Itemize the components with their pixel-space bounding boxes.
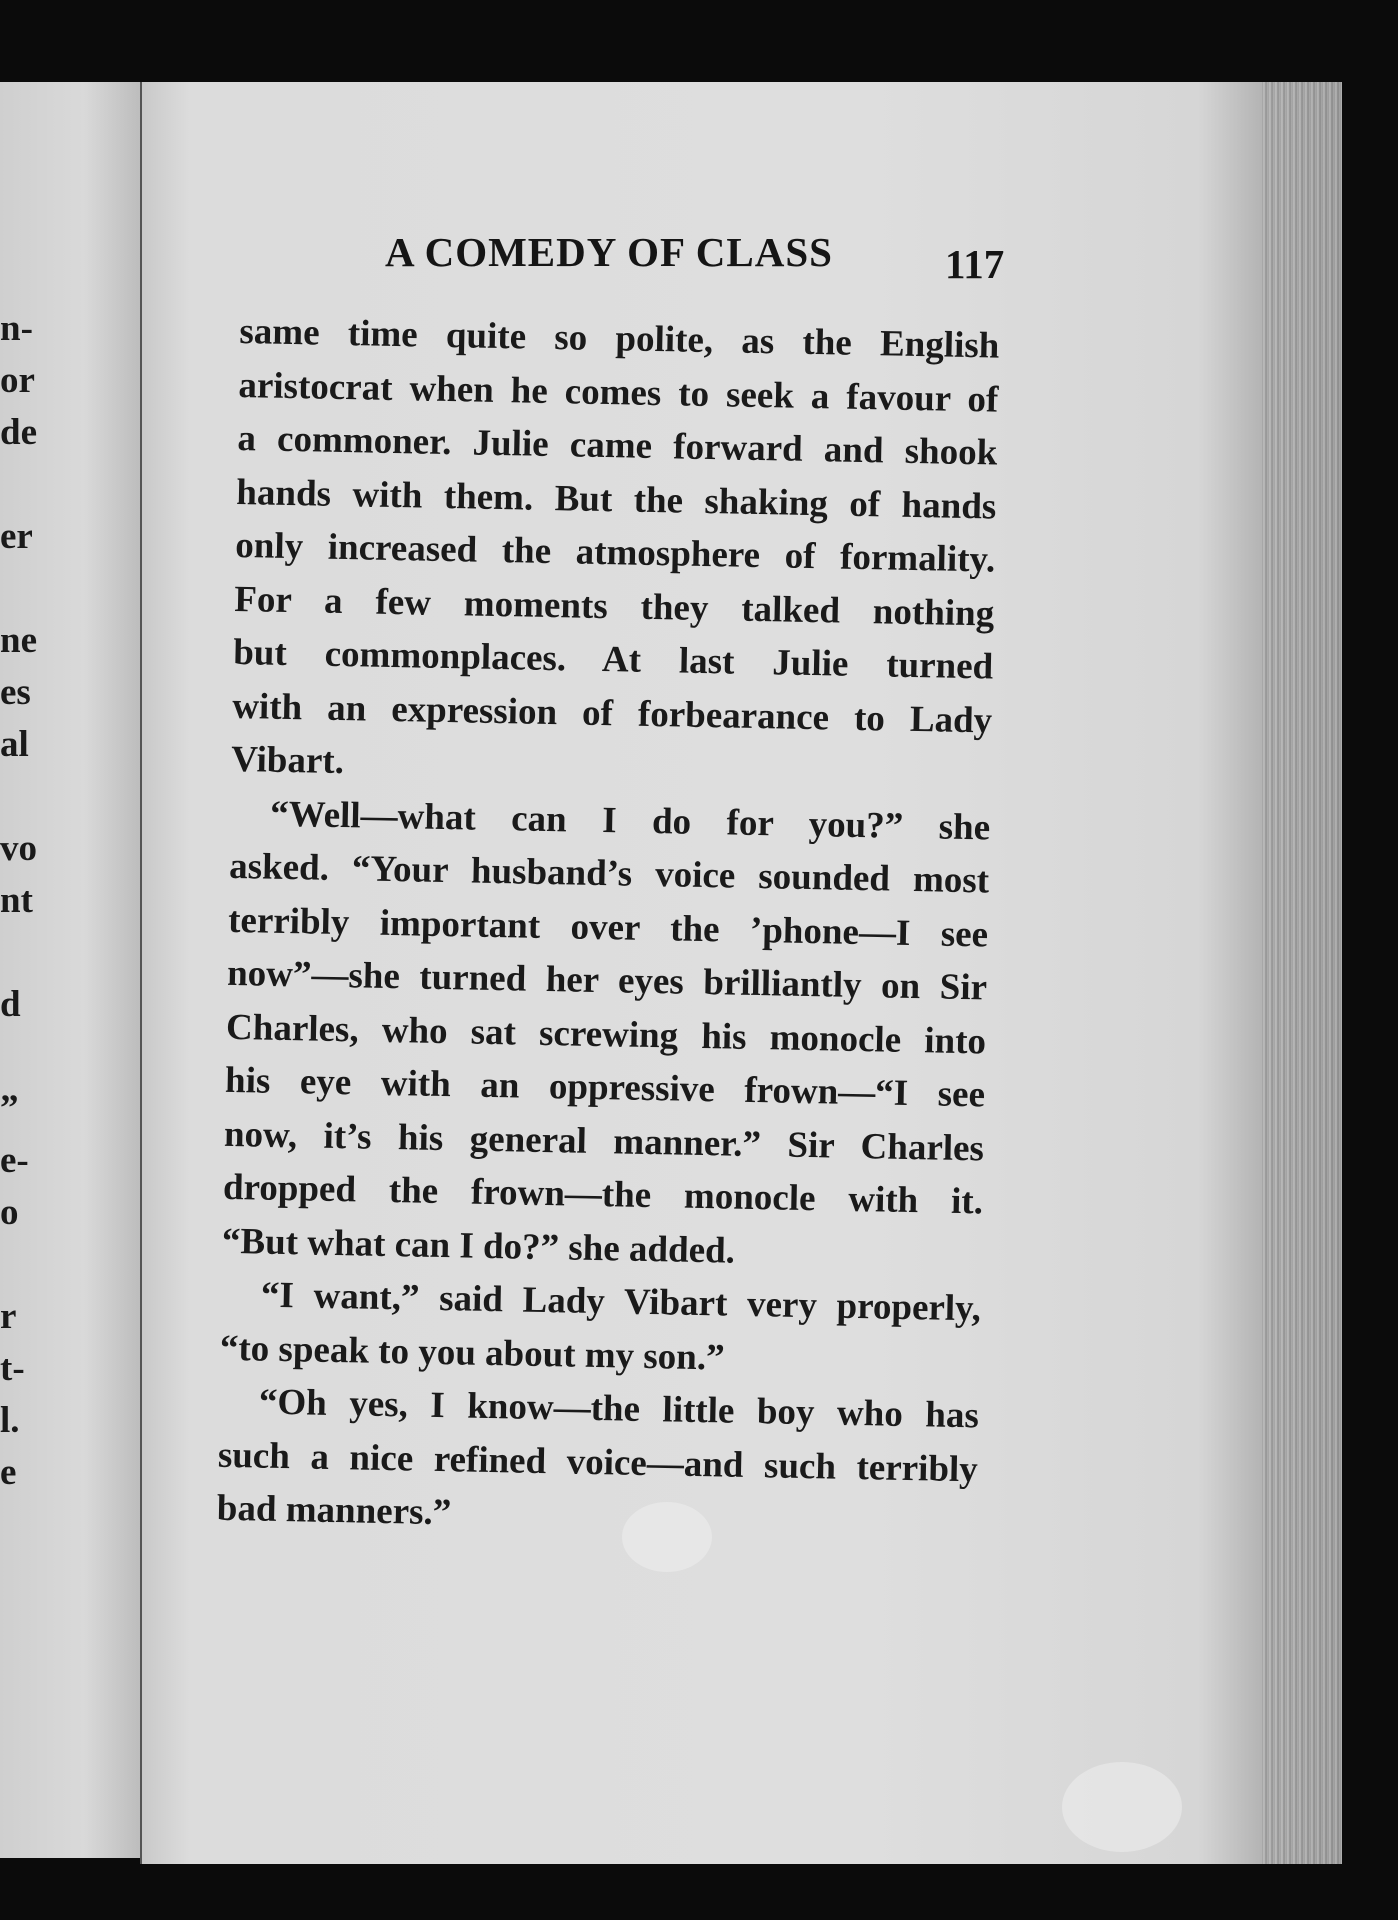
left-page-fragment: ”: [0, 1088, 19, 1129]
left-page-fragment: es: [0, 672, 31, 713]
text-line: but commonplaces. At last Julie turned: [232, 631, 994, 688]
left-page-fragment: or: [0, 360, 35, 401]
left-page-fragment: al: [0, 724, 29, 765]
text-line: a commoner. Julie came forward and shook: [237, 417, 998, 474]
text-line: For a few moments they talked nothing: [233, 578, 995, 635]
left-page-fragment: l.: [0, 1400, 20, 1441]
text-line: now, it’s his general manner.” Sir Charles: [223, 1113, 985, 1169]
running-head: A COMEDY OF CLASS: [385, 229, 833, 275]
text-line: “to speak to you about my son.”: [219, 1327, 726, 1378]
left-page-fragment: er: [0, 516, 33, 557]
text-line: Charles, who sat screwing his monocle into: [225, 1006, 987, 1062]
text-line: aristocrat when he comes to seek a favour of: [238, 364, 999, 421]
page-number: 117: [945, 241, 1005, 287]
left-page-fragment: vo: [0, 828, 37, 869]
text-line: dropped the frown—the monocle with it.: [222, 1166, 984, 1223]
text-line: same time quite so polite, as the English: [239, 310, 1000, 367]
text-line: Vibart.: [230, 738, 345, 783]
text-line: his eye with an oppressive frown—“I see: [224, 1059, 986, 1116]
left-page-fragment: de: [0, 412, 37, 453]
left-page-fragment: e-: [0, 1140, 29, 1181]
left-page-fragment: o: [0, 1192, 19, 1233]
paper-smudge: [1062, 1762, 1182, 1852]
left-page-fragment: r: [0, 1296, 17, 1337]
text-line: “I want,” said Lady Vibart very properly,: [260, 1274, 982, 1330]
left-page-fragment: e: [0, 1452, 17, 1493]
text-line: “Well—what can I do for you?” she: [269, 793, 991, 848]
left-page-fragment: d: [0, 984, 21, 1025]
left-page-fragment: nt: [0, 880, 33, 921]
left-page-fragment: n-: [0, 308, 33, 349]
text-line: such a nice refined voice—and such terribly: [217, 1434, 979, 1490]
text-line: bad manners.”: [216, 1487, 452, 1534]
text-line: “But what can I do?” she added.: [221, 1220, 736, 1272]
text-line: terribly important over the ’phone—I see: [227, 899, 989, 955]
left-page-fragment: ne: [0, 620, 37, 661]
text-line: only increased the atmosphere of formality.: [234, 524, 996, 581]
body-text: [216, 305, 999, 1550]
left-page-fragment: t-: [0, 1348, 25, 1389]
text-line: hands with them. But the shaking of hands: [236, 471, 997, 528]
text-line: with an expression of forbearance to Lady: [231, 685, 993, 742]
text-line: “Oh yes, I know—the little boy who has: [258, 1381, 980, 1437]
text-line: asked. “Your husband’s voice sounded most: [228, 845, 990, 902]
left-page-edge: [0, 82, 143, 1858]
page-edge-stack: [1262, 82, 1342, 1864]
text-line: now”—she turned her eyes brilliantly on Sir: [226, 952, 988, 1009]
